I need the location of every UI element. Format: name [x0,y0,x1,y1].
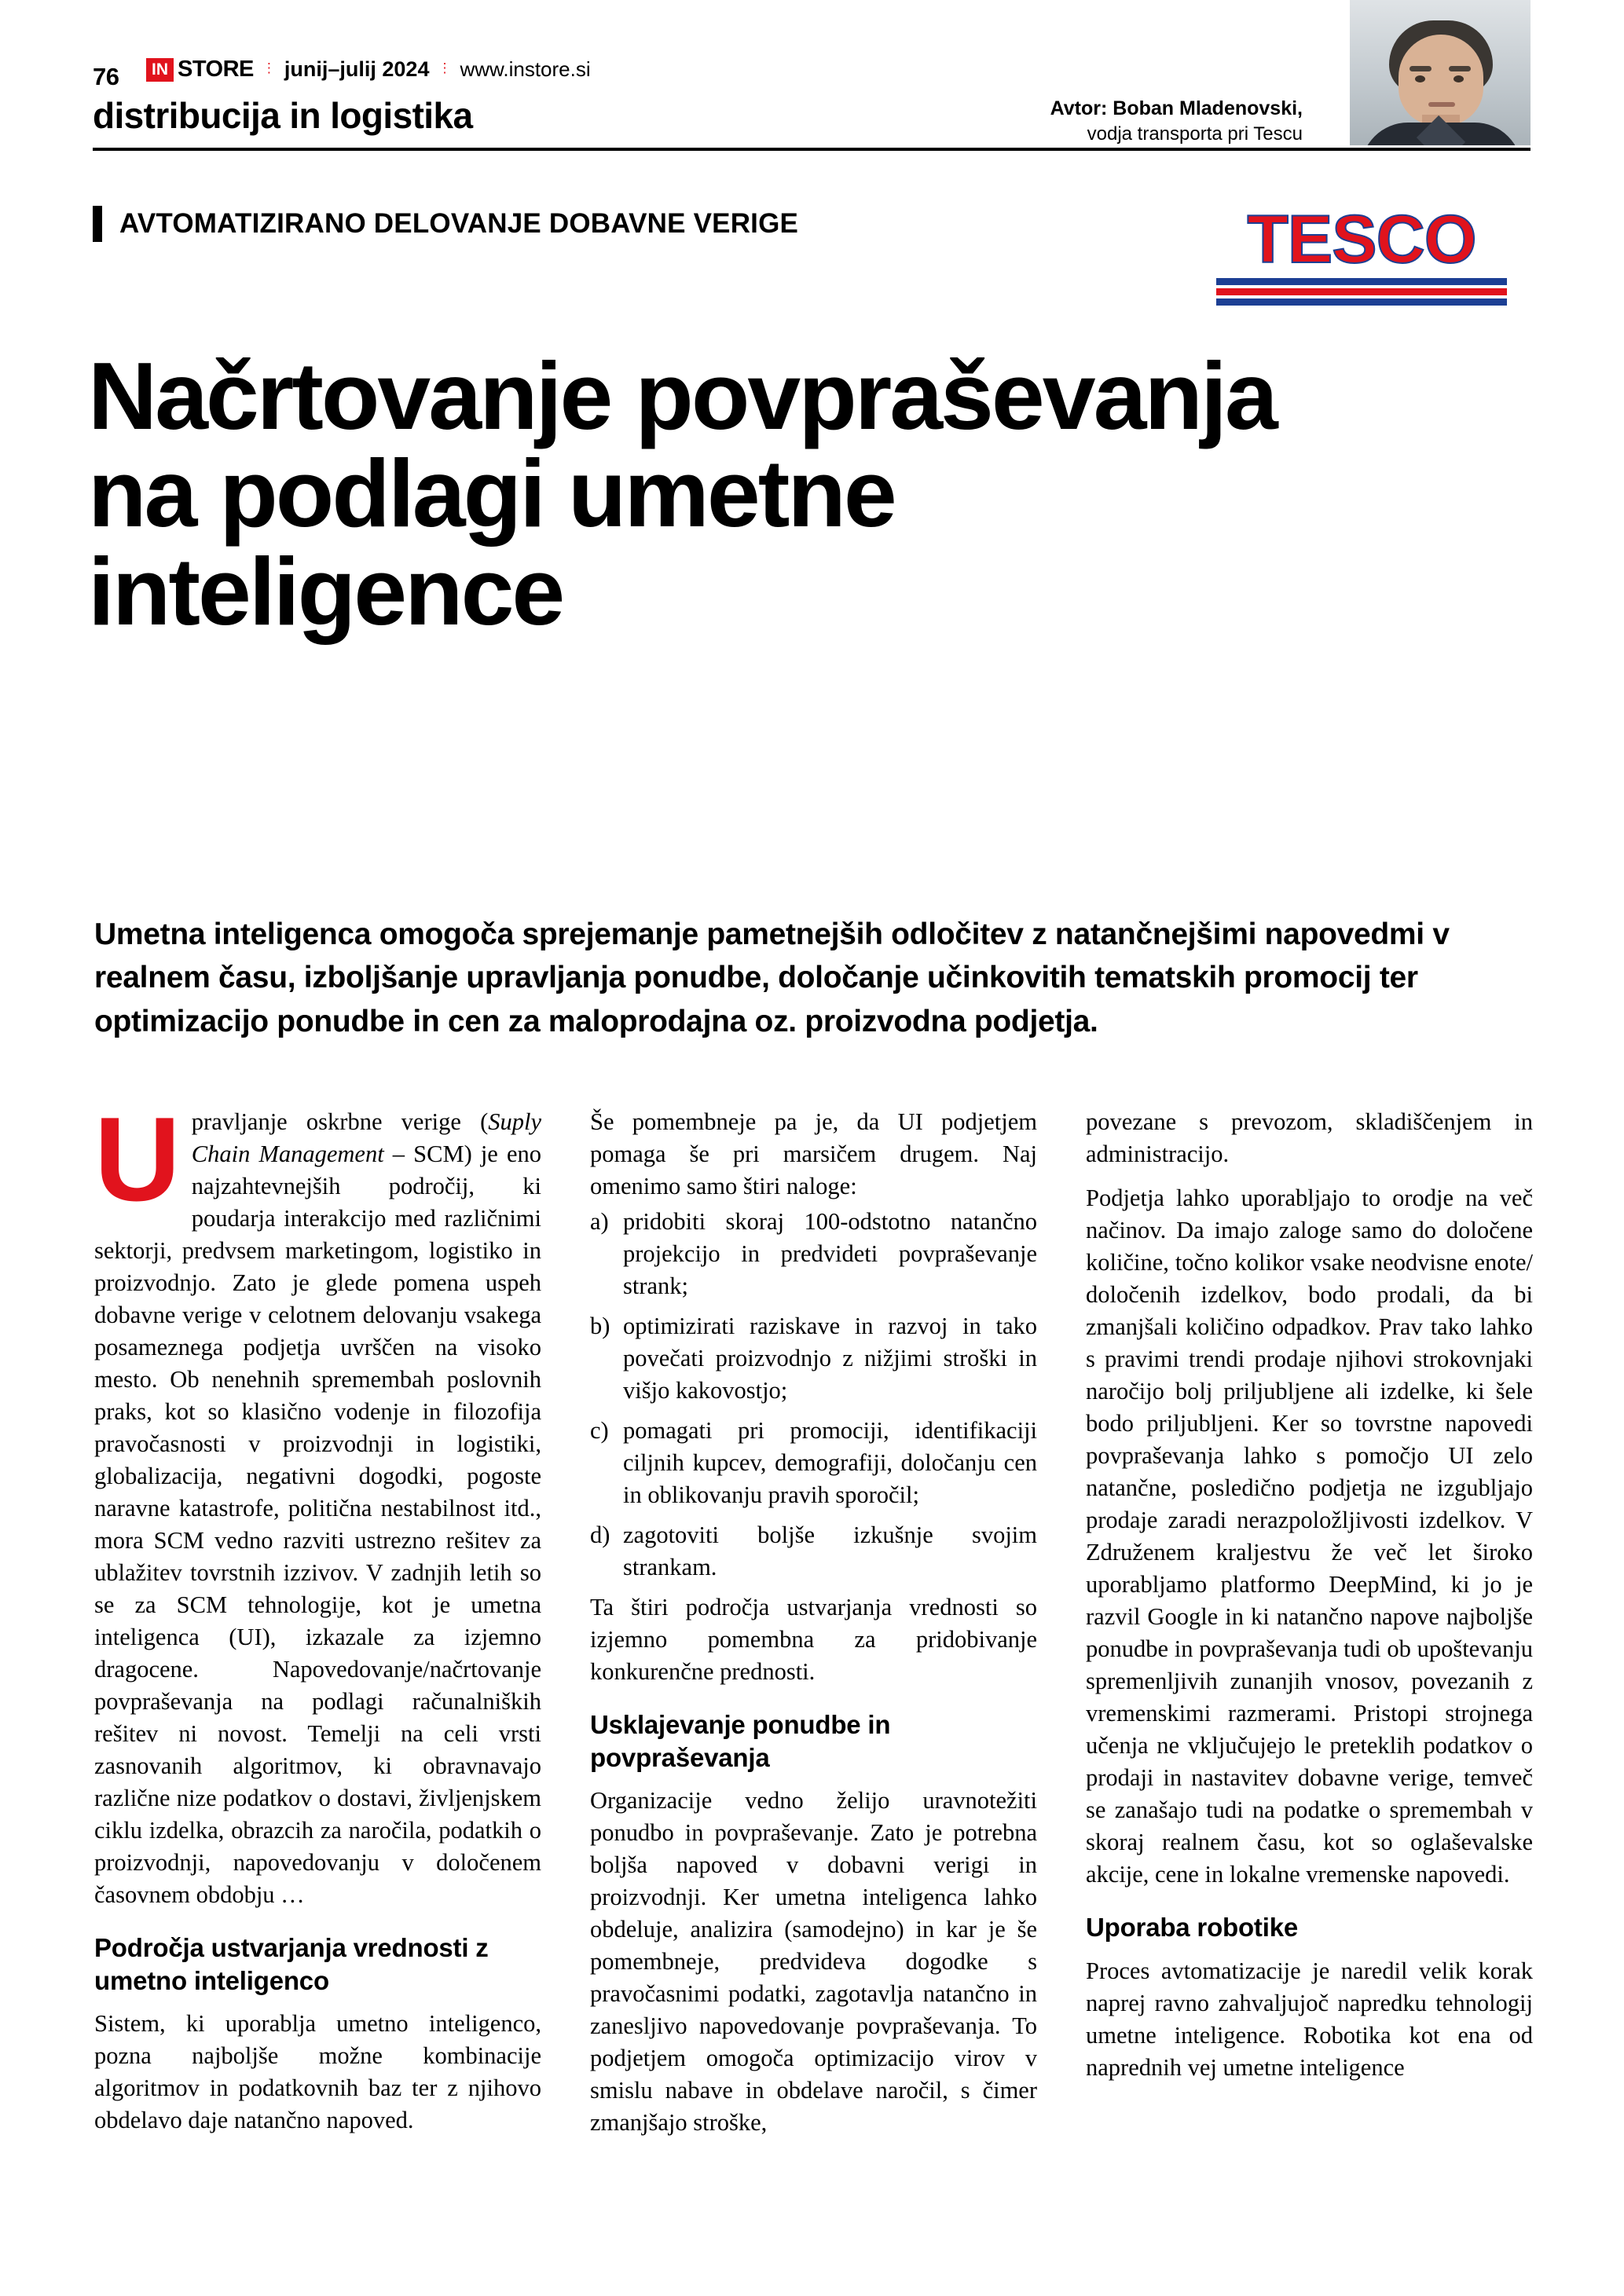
website-url: www.instore.si [460,57,591,81]
standfirst: Umetna inteligenca omogoča sprejemanje pametnejših odločitev z natančnejšimi napovedmi v realnem času, izboljšanje upravljanja ponudbe, določanje učinkovitih tematskih promocij ter optimizacijo ponudbe in cen za maloprodajna oz. proizvodna podjetja. [94,917,1450,1038]
author-role: vodja transporta pri Tescu [1087,123,1303,145]
article-body [94,1093,1534,2253]
list-item [590,1519,1037,1584]
paragraph-c2-1: Še pomembneje pa je, da UI podjetjem pomaga še pri marsičem drugem. Naj omenimo samo štiri naloge: [590,1108,1037,1200]
photo-brow-right [1449,66,1471,71]
list-item-text: optimizirati raziskave in razvoj in tako povečati proizvodnjo z nižjimi stroški in višjo kakovostjo; [623,1313,1037,1404]
list-marker: c) [590,1417,609,1445]
paragraph-c2-3: Organizacije vedno želijo uravnotežiti ponudbo in povpraševanje. Zato je potrebna boljša napoved v dobavni verigi in proizvodnji. Ker umetna inteligenca lahko obdeluje, analizira (samodejno) in kar je še pomembneje, predvideva dogodke s pravočasnimi podatki, zagotavlja natančno in zanesljivo napovedovanje povpraševanja. To podjetjem omogoča optimizacijo virov v smislu nabave in obdelave naročil, s čimer zmanjšajo stroške, [590,1786,1037,2136]
tesco-logo [1208,202,1515,292]
tesco-stripes-icon [1216,278,1507,306]
tesco-wordmark: TESCO [1247,202,1476,277]
kicker-bar-icon [93,206,102,242]
list-item-text: pomagati pri promociji, identifikaciji ciljnih kupcev, demografiji, določanju cen in oblikovanju pravih sporočil; [623,1417,1037,1509]
logo-in-badge: IN [146,58,174,82]
logo-store-word: STORE [178,57,254,82]
task-list [590,1206,1037,1584]
photo-face [1399,35,1483,126]
photo-eye-left [1415,75,1425,82]
list-marker: a) [590,1208,609,1236]
subheading-supply-demand: Usklajevanje ponudbe in povpraševanja [590,1710,891,1772]
instore-logo [146,57,591,82]
page-number: 76 [93,63,119,90]
paragraph-intro [94,1093,541,1911]
paragraph-c2-2: Ta štiri področja ustvarjanja vrednosti so izjemno pomembna za pridobivanje konkurenčne prednosti. [590,1594,1037,1686]
dot-separator-icon-2: ⋮ [438,60,452,75]
author-credit [1050,96,1303,147]
column-2 [590,1106,1037,2253]
intro-text-a: pravljanje oskrbne verige ( [191,1108,489,1135]
masthead [93,49,1531,143]
list-item [590,1310,1037,1407]
photo-brow-left [1410,66,1432,71]
intro-text-italic: Suply Chain Management [191,1108,541,1168]
paragraph-c3-3: Proces avtomatizacije je naredil velik korak naprej ravno zahvaljujoč napredku tehnologij umetne inteligence. Robotika kot ena od naprednih vej umetne inteligence [1086,1957,1533,2081]
header-divider [93,148,1531,151]
list-marker: d) [590,1522,610,1549]
issue-date: junij–julij 2024 [284,57,430,81]
dot-separator-icon: ⋮ [262,60,276,75]
drop-cap: U [94,1093,181,1226]
column-1 [94,1093,541,2253]
author-name: Avtor: Boban Mladenovski, [1050,97,1303,119]
author-photo [1350,0,1531,145]
list-item-text: zagotoviti boljše izkušnje svojim strankam. [623,1522,1037,1581]
list-item [590,1206,1037,1302]
list-item-text: pridobiti skoraj 100-odstotno natančno projekcijo in predvideti povpraševanje strank; [623,1208,1037,1300]
kicker [93,206,798,242]
intro-text-b: – SCM) je eno najzahtevnejših področij, ki poudarja interakcijo med različnimi sektorji, predvsem marketingom, logistiko in proizvodnjo. Zato je glede pomena uspeh dobavne verige v celotnem delovanju vsakega posameznega podjetja uvrščen na visoko mesto. Ob nenehnih spremembah poslovnih praks, kot so klasično vodenje in filozofija pravočasnosti v proizvodnji in logistiki, globalizacija, negativni dogodki, pogoste naravne katastrofe, politična nestabilnost itd., mora SCM vedno razviti ustrezno rešitev za ublažitev tovrstnih izzivov. V zadnjih letih so se za SCM tehnologije, kot je umetna inteligenca (UI), izkazale za izjemno dragocene. Napovedovanje/načrtovanje povpraševanja na podlagi računalniških rešitev ni novost. Temelji na celi vrsti zasnovanih algoritmov, ki obravnavajo različne nize podatkov o dostavi, življenjskem ciklu izdelka, obrazcih za naročila, podatkih o proizvodnji, napovedovanju v določenem časovnem obdobju … [94,1141,541,1909]
column-3 [1086,1106,1533,2253]
subheading-robotics: Uporaba robotike [1086,1913,1299,1943]
list-item [590,1415,1037,1511]
list-marker: b) [590,1313,610,1340]
paragraph-c3-1: povezane s prevozom, skladiščenjem in administracijo. [1086,1108,1533,1168]
kicker-label: AVTOMATIZIRANO DELOVANJE DOBAVNE VERIGE [119,208,799,239]
photo-mouth [1428,102,1455,107]
section-title: distribucija in logistika [93,95,473,136]
headline: Načrtovanje povpraševanja na podlagi umetne inteligence [88,342,1276,645]
photo-eye-right [1454,75,1464,82]
paragraph-c3-2: Podjetja lahko uporabljajo to orodje na več načinov. Da imajo zaloge samo do določene količine, točno kolikor vsake neodvisne enote/ določenih izdelkov, bodo prodali, da bi zmanjšali količino odpadkov. Prav tako lahko s pravimi trendi prodaje njihovi strokovnjaki naročijo bolj priljubljene ali izdelke, ki šele bodo priljubljeni. Ker so tovrstne napovedi povpraševanja lahko s pomočjo UI zelo natančne, posledično podjetja ne izgubljajo prodaje zaradi nerazpoložljivosti izdelkov. V Združenem kraljestvu že več let široko uporabljamo platformo DeepMind, ki jo je razvil Google in ki natančno napove najboljše ponudbe in povpraševanja tudi ob upoštevanju spremenljivih zunanjih vnosov, povezanih z vremenskimi razmerami. Pristopi strojnega učenja ne vključujejo le preteklih podatkov o prodaji in nastavitev dobavne verige, temveč se zanašajo tudi na podatke o spremembah v skoraj realnem času, kot so oglaševalske akcije, cene in lokalne vremenske napovedi. [1086,1185,1533,1888]
paragraph-c1-2: Sistem, ki uporablja umetno inteligenco, pozna najboljše možne kombinacije algoritmov in podatkovnih baz ter z njihovo obdelavo daje natančno napoved. [94,2009,541,2133]
subheading-value-areas: Področja ustvarjanja vrednosti z umetno inteligenco [94,1933,489,1995]
